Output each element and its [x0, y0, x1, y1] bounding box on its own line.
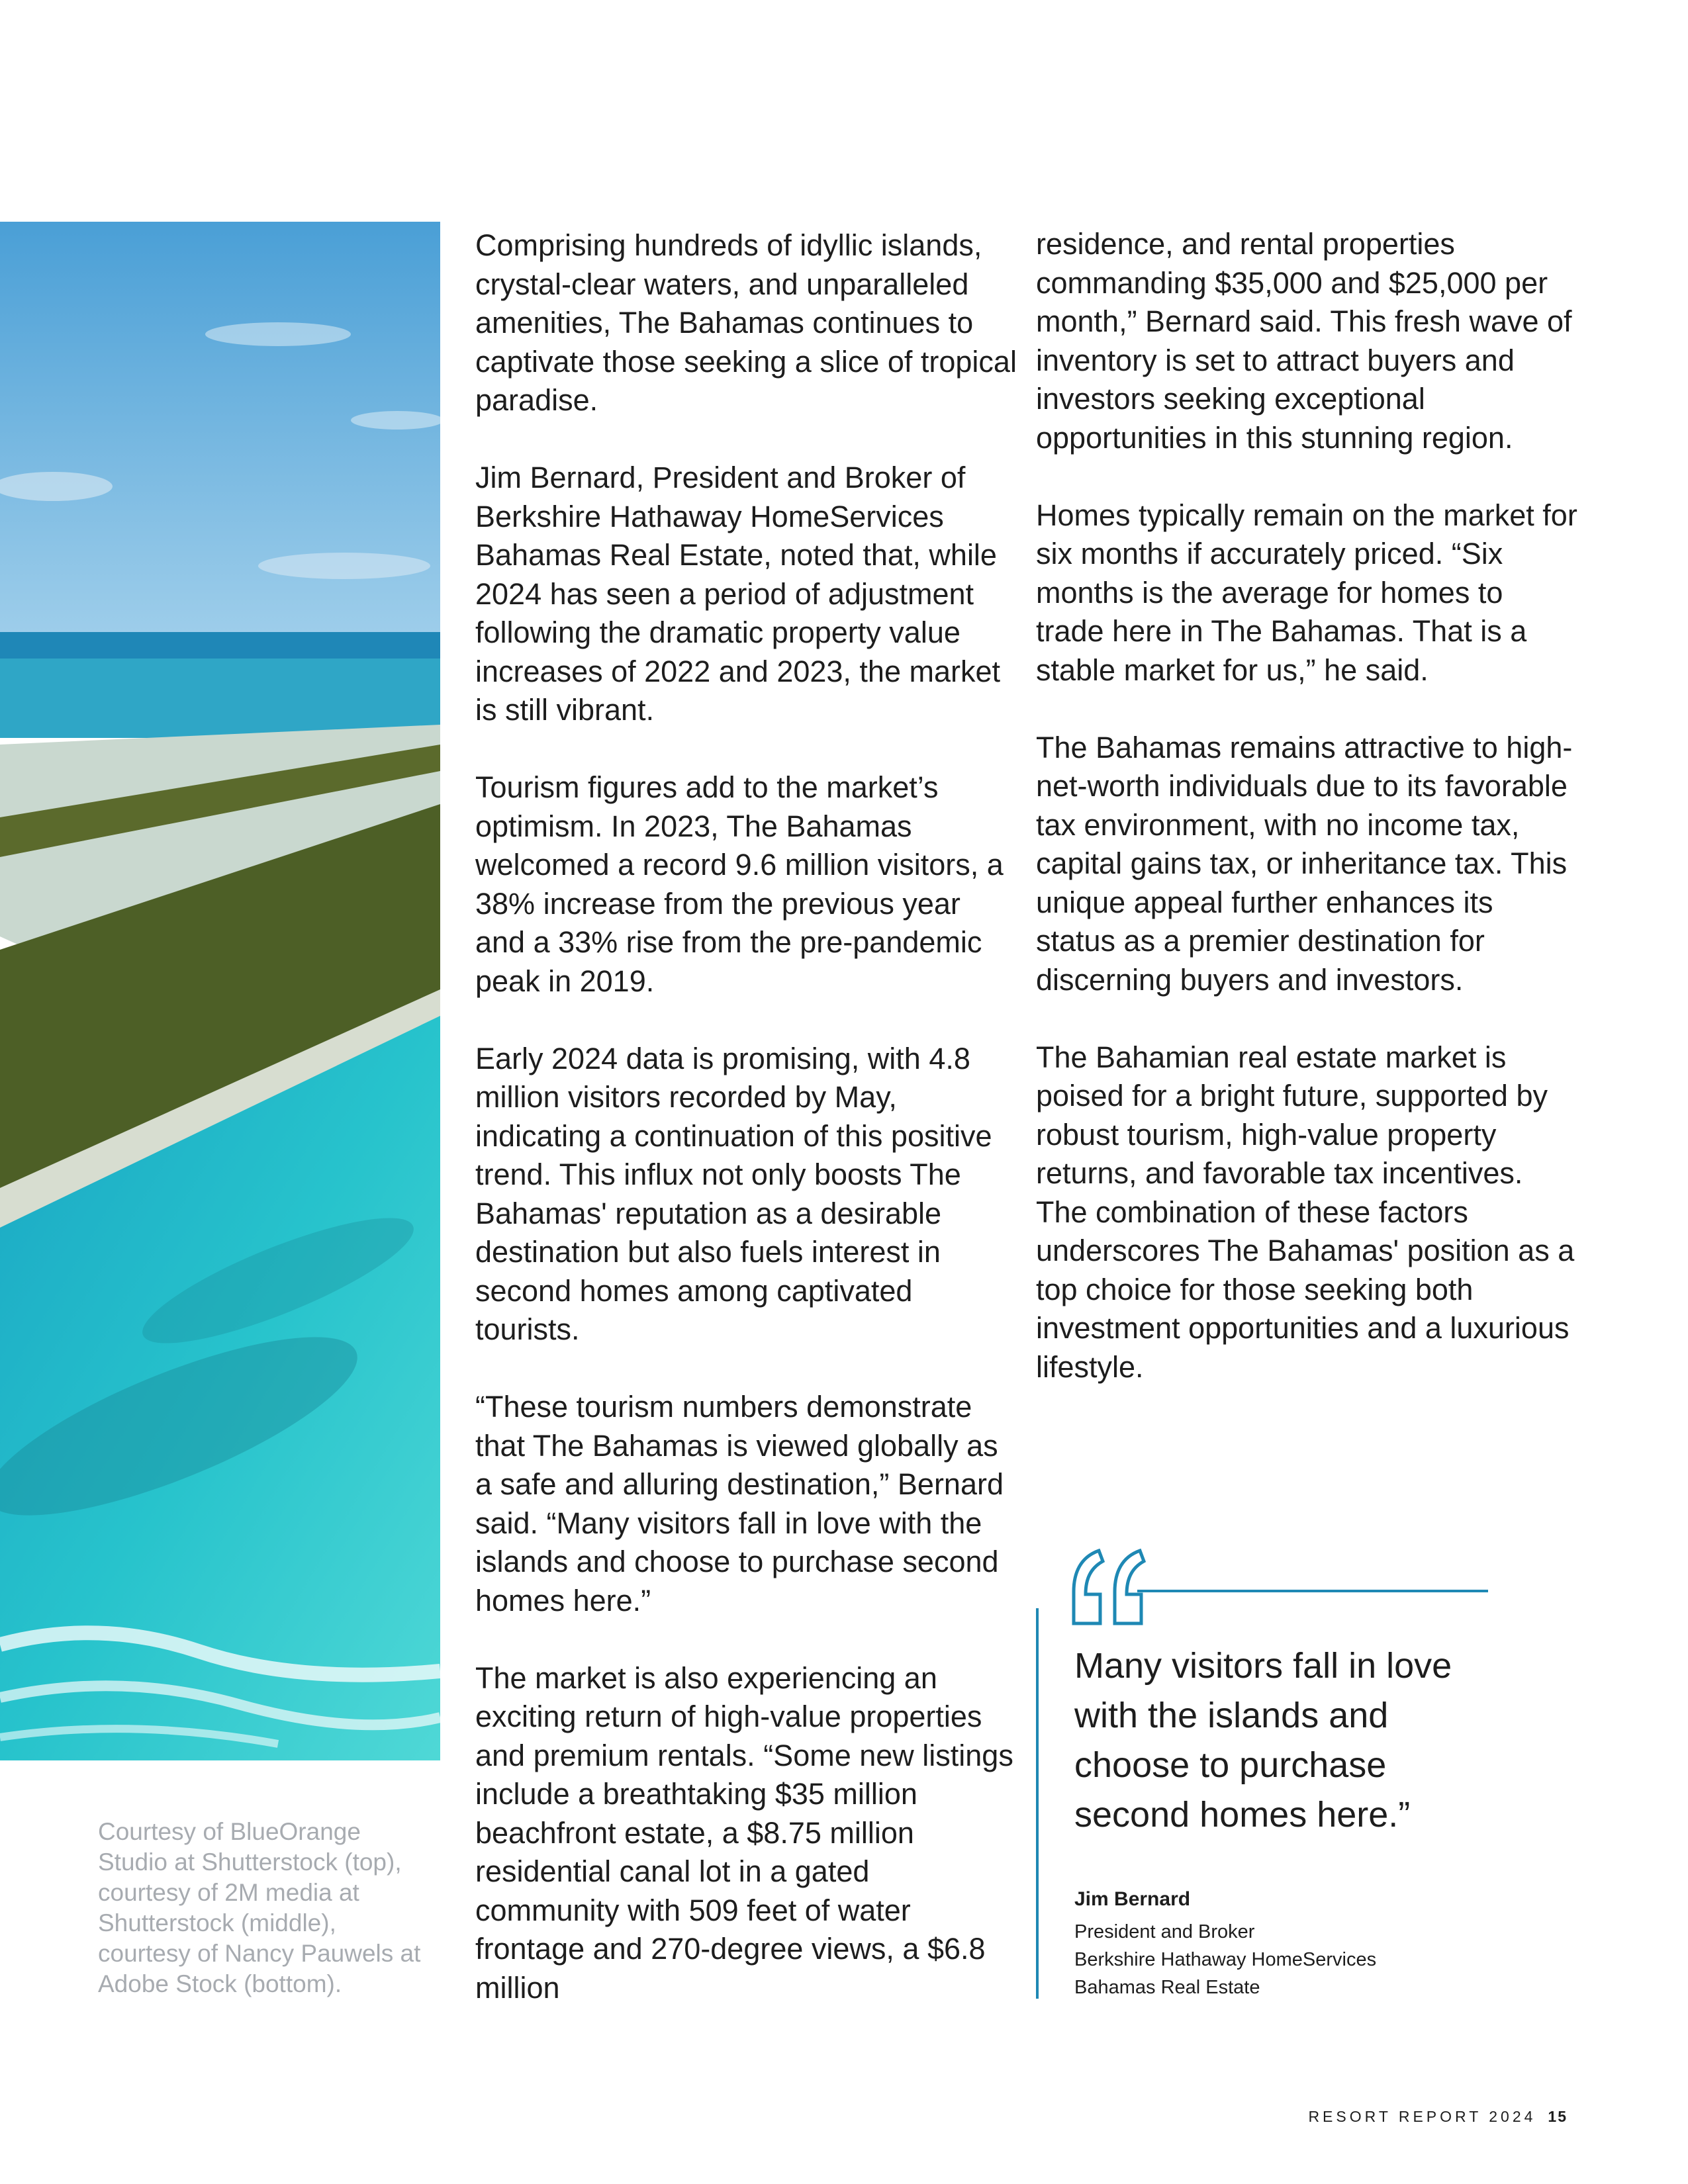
island-aerial-photo	[0, 222, 440, 1760]
article-paragraph: residence, and rental properties commanding $35,000 and $25,000 per month,” Bernard said. This fresh wave of inventory is set to attract buyers and investors seeking exceptional opportunities in this stunning region.	[1036, 227, 1572, 455]
article-paragraph: Comprising hundreds of idyllic islands, crystal-clear waters, and unparalleled amenities, The Bahamas continues to captivate those seeking a slice of tropical paradise.	[475, 228, 1017, 417]
article-paragraph: “These tourism numbers demonstrate that The Bahamas is viewed globally as a safe and alluring destination,” Bernard said. “Many visitors fall in love with the islands and choose to purchase second homes here.”	[475, 1390, 1004, 1617]
article-paragraph: The Bahamas remains attractive to high-net-worth individuals due to its favorable tax environment, with no income tax, capital gains tax, or inheritance tax. This unique appeal further enhances its status as a premier destination for discerning buyers and investors.	[1036, 730, 1573, 997]
publication-name: RESORT REPORT 2024	[1308, 2108, 1536, 2125]
quote-mark-icon	[1066, 1545, 1149, 1631]
article-paragraph: Early 2024 data is promising, with 4.8 million visitors recorded by May, indicating a continuation of this positive trend. This influx not only boosts The Bahamas' reputation as a desirable destination but also fuels interest in second homes among captivated tourists.	[475, 1041, 992, 1346]
island-aerial-image	[0, 222, 440, 1760]
pullquote-side-rule	[1036, 1608, 1039, 1999]
article-paragraph: Tourism figures add to the market’s optimism. In 2023, The Bahamas welcomed a record 9.6 million visitors, a 38% increase from the previous year and a 33% rise from the pre-pandemic peak in 2019.	[475, 770, 1004, 998]
article-column-2	[1036, 225, 1579, 1426]
article-paragraph: The Bahamian real estate market is poised for a bright future, supported by robust tourism, high-value property returns, and favorable tax incentives. The combination of these factors underscores The Bahamas' position as a top choice for those seeking both investment opportunities and a luxurious lifestyle.	[1036, 1040, 1575, 1384]
article-paragraph: Jim Bernard, President and Broker of Berkshire Hathaway HomeServices Bahamas Real Estate, noted that, while 2024 has seen a period of adjustment following the dramatic property value increases of 2022 and 2023, the market is still vibrant.	[475, 461, 1001, 727]
article-paragraph: The market is also experiencing an exciting return of high-value properties and premium rentals. “Some new listings include a breathtaking $35 million beachfront estate, a $8.75 million residential canal lot in a gated community with 509 feet of water frontage and 270-degree views, a $6.8 million	[475, 1661, 1013, 2005]
pullquote-role-line: Berkshire Hathaway HomeServices	[1074, 1949, 1377, 1970]
pullquote-attribution-role	[1074, 1918, 1376, 2001]
page-footer	[1308, 2108, 1568, 2126]
article-paragraph: Homes typically remain on the market for six months if accurately priced. “Six months is the average for homes to trade here in The Bahamas. That is a stable market for us,” he said.	[1036, 498, 1577, 687]
pullquote-role-line: President and Broker	[1074, 1921, 1255, 1942]
pullquote-role-line: Bahamas Real Estate	[1074, 1977, 1260, 1998]
photo-caption: Courtesy of BlueOrange Studio at Shutterstock (top), courtesy of 2M media at Shutterstock (middle), courtesy of Nancy Pauwels at Adobe Stock (bottom).	[98, 1818, 421, 1997]
pullquote-top-rule	[1137, 1590, 1488, 1592]
article-column-1	[475, 226, 1018, 2046]
page-number: 15	[1548, 2108, 1568, 2125]
pullquote-attribution-name: Jim Bernard	[1074, 1888, 1191, 1910]
pullquote-text: Many visitors fall in love with the islands and choose to purchase second homes here.”	[1074, 1646, 1452, 1835]
